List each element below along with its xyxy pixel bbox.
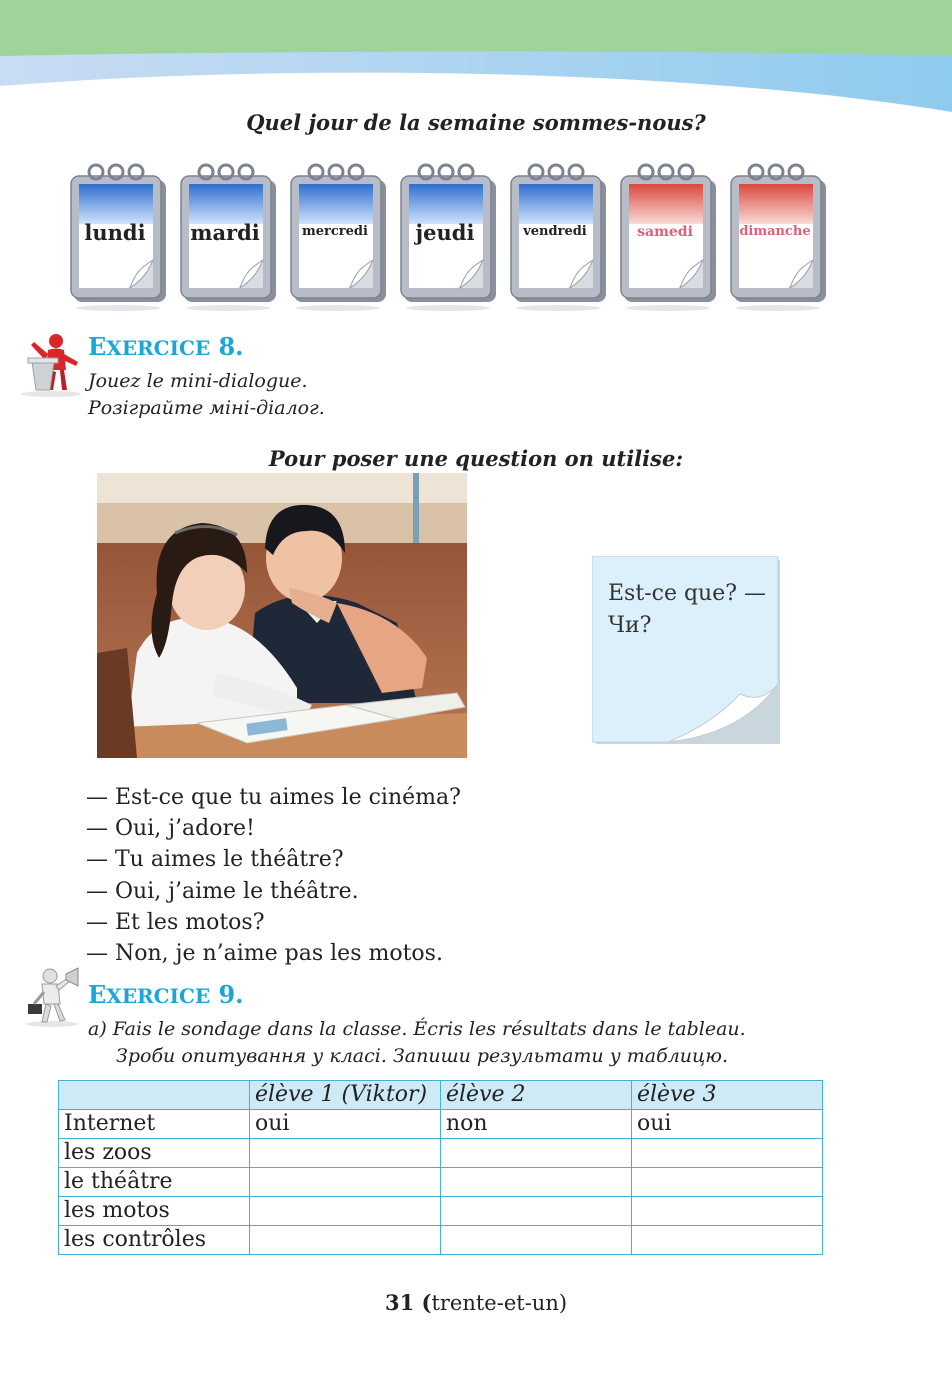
table-cell[interactable]	[250, 1139, 441, 1168]
table-cell[interactable]	[250, 1226, 441, 1255]
days-heading: Quel jour de la semaine sommes-nous?	[246, 110, 706, 135]
dialogue	[86, 782, 461, 969]
table-cell[interactable]	[632, 1139, 823, 1168]
table-cell: Internet	[59, 1110, 250, 1139]
note-text: Est-ce que? — Чи?	[608, 581, 767, 638]
question-heading: Pour poser une question on utilise:	[268, 446, 684, 471]
day-label-lundi: lundi	[84, 220, 146, 245]
dialogue-line: — Non, je n’aime pas les motos.	[86, 941, 443, 967]
page-number: 31	[384, 1290, 415, 1315]
exercise9-instructions	[88, 1016, 746, 1070]
table-row	[59, 1197, 823, 1226]
header-band	[0, 0, 952, 115]
table-cell: les motos	[59, 1197, 250, 1226]
day-label-dimanche: dimanche	[739, 224, 811, 239]
survey-table	[58, 1080, 823, 1255]
dialogue-line: — Oui, j’aime le théâtre.	[86, 878, 359, 904]
exercise9-title: EXERCICE 9.	[88, 980, 244, 1009]
table-row	[59, 1168, 823, 1197]
calendar-samedi	[618, 162, 718, 312]
calendar-vendredi	[508, 162, 608, 312]
table-header-cell: élève 2	[441, 1081, 632, 1110]
table-cell: les contrôles	[59, 1226, 250, 1255]
weekday-calendars	[68, 162, 838, 312]
table-header-cell	[59, 1081, 250, 1110]
table-cell[interactable]	[632, 1226, 823, 1255]
table-cell: les zoos	[59, 1139, 250, 1168]
day-label-vendredi: vendredi	[523, 224, 587, 239]
table-row	[59, 1226, 823, 1255]
day-label-samedi: samedi	[637, 224, 693, 240]
page-footer: 31 (trente-et-un)	[384, 1290, 568, 1315]
table-header-cell: élève 1 (Viktor)	[250, 1081, 441, 1110]
calendar-lundi	[68, 162, 168, 312]
table-cell[interactable]	[250, 1197, 441, 1226]
person-with-megaphone-icon	[22, 966, 82, 1028]
table-cell[interactable]: non	[441, 1110, 632, 1139]
children-reading-photo	[97, 473, 467, 758]
table-cell[interactable]	[632, 1168, 823, 1197]
dialogue-line: — Est-ce que tu aimes le cinéma?	[86, 785, 461, 810]
table-header-row	[59, 1081, 823, 1110]
day-label-mercredi: mercredi	[302, 224, 368, 239]
exercise8-instructions	[88, 368, 325, 422]
table-cell[interactable]	[250, 1168, 441, 1197]
instruction-fr: a) Fais le sondage dans la classe. Écris les résultats dans le tableau.	[88, 1018, 746, 1040]
day-label-jeudi: jeudi	[415, 220, 475, 245]
instruction-uk: Розіграйте міні-діалог.	[88, 397, 325, 419]
calendar-mardi	[178, 162, 278, 312]
table-cell[interactable]: oui	[250, 1110, 441, 1139]
table-header-cell: élève 3	[632, 1081, 823, 1110]
table-cell[interactable]	[632, 1197, 823, 1226]
exercise8-title: EXERCICE 8.	[88, 332, 244, 361]
dialogue-line: — Tu aimes le théâtre?	[86, 847, 344, 873]
page-number-words: trente-et-un)	[431, 1291, 568, 1315]
table-cell[interactable]	[441, 1197, 632, 1226]
table-cell: le théâtre	[59, 1168, 250, 1197]
calendar-mercredi	[288, 162, 388, 312]
table-row	[59, 1110, 823, 1139]
table-row	[59, 1139, 823, 1168]
dialogue-line: — Oui, j’adore!	[86, 816, 255, 842]
table-cell[interactable]	[441, 1139, 632, 1168]
day-label-mardi: mardi	[190, 220, 260, 245]
calendar-dimanche	[728, 162, 828, 312]
calendar-jeudi	[398, 162, 498, 312]
table-cell[interactable]: oui	[632, 1110, 823, 1139]
table-cell[interactable]	[441, 1226, 632, 1255]
dialogue-line: — Et les motos?	[86, 909, 265, 935]
instruction-uk: Зроби опитування у класі. Запиши результати у таблицю.	[116, 1045, 729, 1067]
table-cell[interactable]	[441, 1168, 632, 1197]
instruction-fr: Jouez le mini-dialogue.	[88, 370, 308, 392]
speaker-at-podium-icon	[18, 332, 84, 398]
